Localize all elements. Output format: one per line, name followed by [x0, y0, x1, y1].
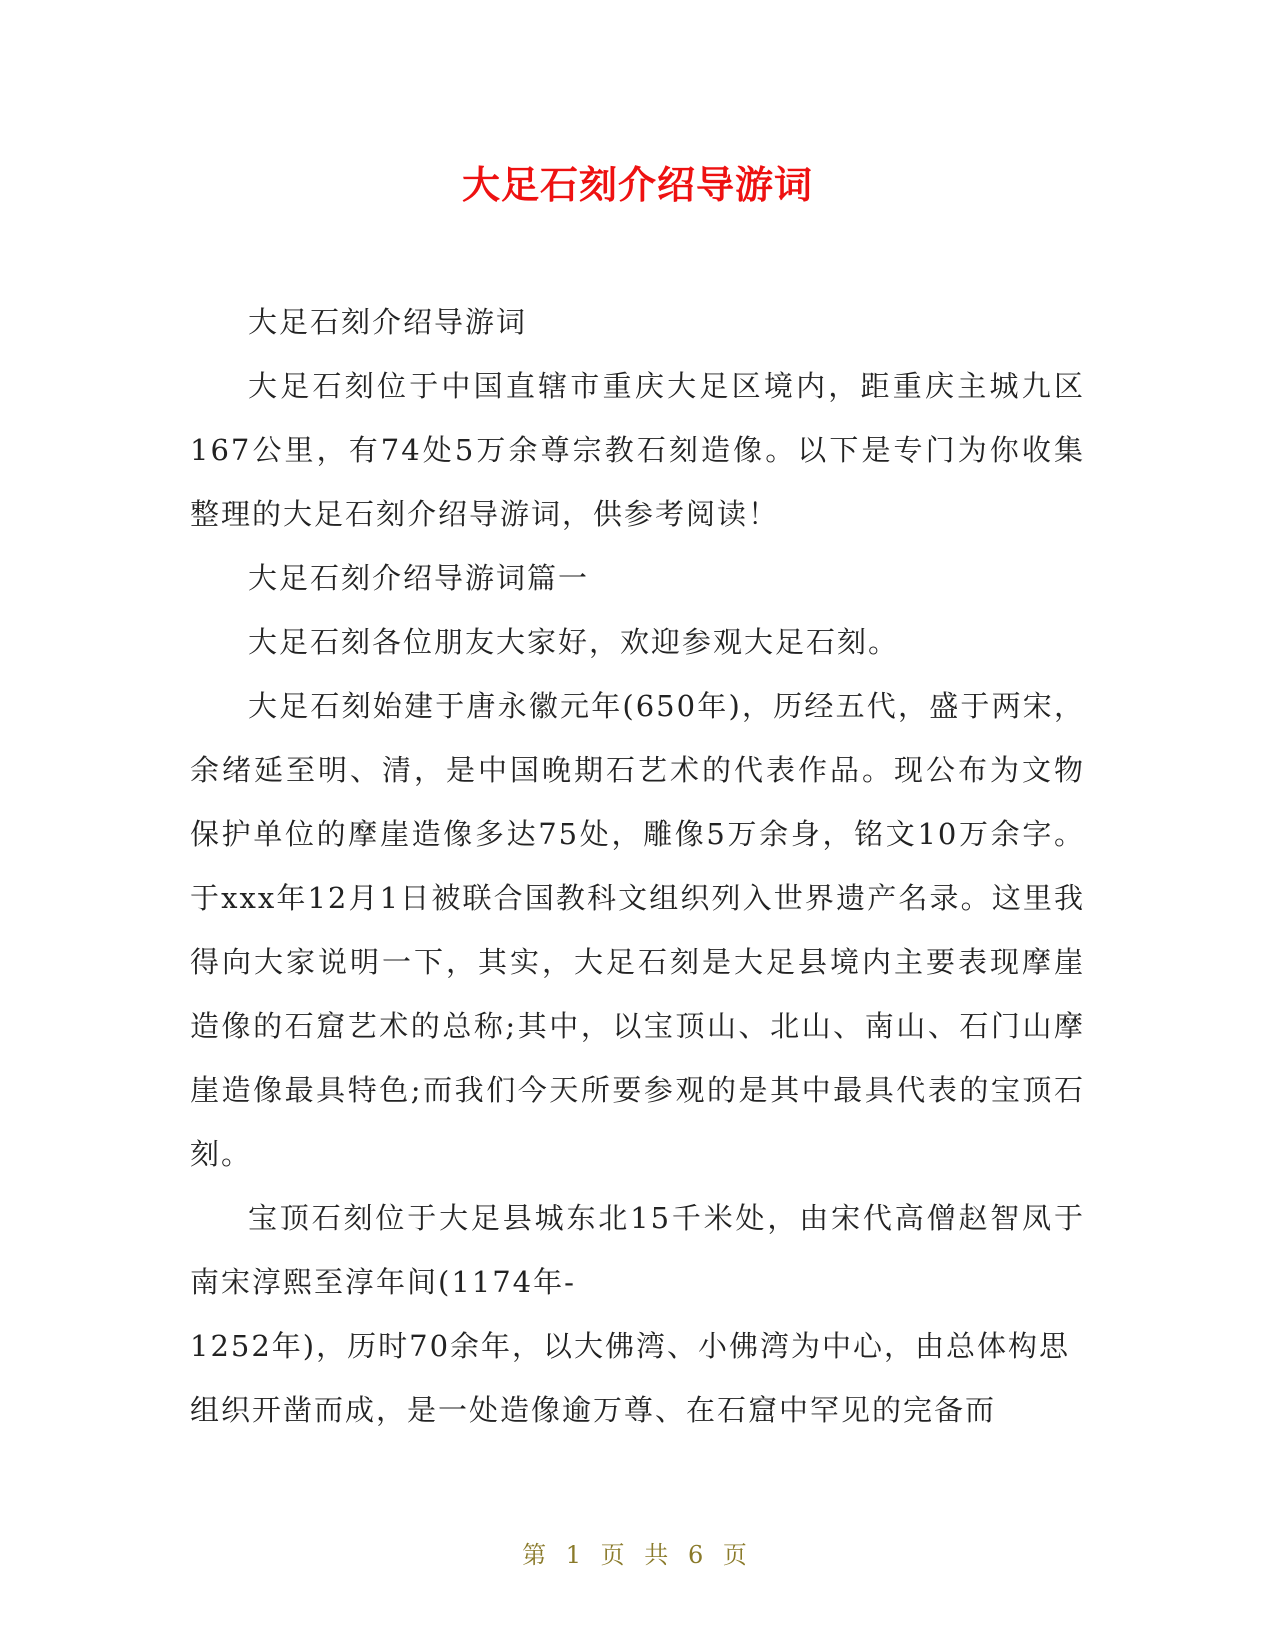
page-number-footer: 第 1 页 共 6 页: [522, 1541, 753, 1569]
paragraph-section-title: 大足石刻介绍导游词篇一: [248, 561, 590, 595]
document-body: [190, 290, 1085, 1442]
document-title: 大足石刻介绍导游词: [461, 163, 813, 207]
paragraph-greeting: 大足石刻各位朋友大家好，欢迎参观大足石刻。: [248, 625, 900, 659]
paragraph-baoding-continued: 1252年)，历时70余年，以大佛湾、小佛湾为中心，由总体构思组织开凿而成，是一处造像逾万尊、在石窟中罕见的完备而: [190, 1329, 1071, 1427]
paragraph-intro: 大足石刻位于中国直辖市重庆大足区境内，距重庆主城九区167公里，有74处5万余尊宗教石刻造像。以下是专门为你收集整理的大足石刻介绍导游词，供参考阅读！: [190, 369, 1085, 531]
paragraph-baoding-start: 宝顶石刻位于大足县城东北15千米处，由宋代高僧赵智凤于南宋淳熙至淳年间(1174年-: [190, 1201, 1085, 1299]
paragraph-heading: 大足石刻介绍导游词: [248, 305, 528, 339]
paragraph-history: 大足石刻始建于唐永徽元年(650年)，历经五代，盛于两宋，余绪延至明、清，是中国晚期石艺术的代表作品。现公布为文物保护单位的摩崖造像多达75处，雕像5万余身，铭文10万余字。于xxx年12月1日被联合国教科文组织列入世界遗产名录。这里我得向大家说明一下，其实，大足石刻是大足县境内主要表现摩崖造像的石窟艺术的总称;其中，以宝顶山、北山、南山、石门山摩崖造像最具特色;而我们今天所要参观的是其中最具代表的宝顶石刻。: [190, 689, 1085, 1171]
